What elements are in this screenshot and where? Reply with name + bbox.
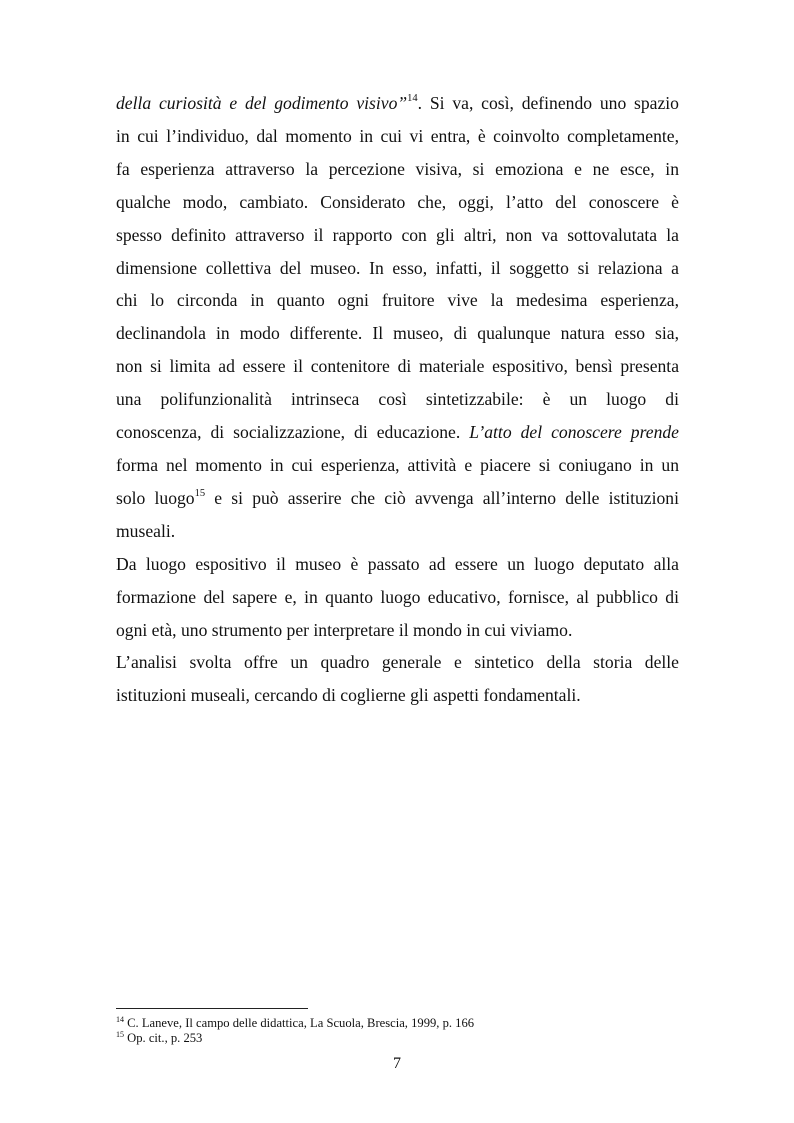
text-line: dimensione collettiva del museo. In esso, infatti, il soggetto si relaziona a xyxy=(116,257,679,278)
text-line: non si limita ad essere il contenitore di materiale espositivo, bensì presenta xyxy=(116,356,679,377)
text-span: conoscenza, di socializzazione, di educazione. xyxy=(116,422,470,443)
text-line: ogni età, uno strumento per interpretare il mondo in cui viviamo. xyxy=(116,619,573,640)
text-line xyxy=(116,482,679,515)
text-line: istituzioni museali, cercando di coglierne gli aspetti fondamentali. xyxy=(116,685,581,706)
text-line: declinandola in modo differente. Il museo, di qualunque natura esso sia, xyxy=(116,323,679,344)
paragraph-3 xyxy=(116,646,679,712)
text-line xyxy=(116,87,679,120)
text-line: spesso definito attraverso il rapporto con gli altri, non va sottovalutata la xyxy=(116,224,679,245)
closing-quote: ” xyxy=(397,93,408,113)
paragraph-2 xyxy=(116,548,679,647)
text-line: qualche modo, cambiato. Considerato che, oggi, l’atto del conoscere è xyxy=(116,191,679,212)
text-line: forma nel momento in cui esperienza, attività e piacere si coniugano in un xyxy=(116,454,679,475)
footnote-14 xyxy=(116,1016,679,1031)
text-line: una polifunzionalità intrinseca così sintetizzabile: è un luogo di xyxy=(116,389,679,410)
footnotes xyxy=(116,1016,679,1046)
text-span: solo luogo xyxy=(116,487,195,508)
body-text xyxy=(116,87,679,712)
footnote-text: Op. cit., p. 253 xyxy=(124,1031,203,1045)
text-line: chi lo circonda in quanto ogni fruitore vive la medesima esperienza, xyxy=(116,290,679,311)
footnote-text: C. Laneve, Il campo delle didattica, La Scuola, Brescia, 1999, p. 166 xyxy=(124,1016,475,1030)
text-line: L’analisi svolta offre un quadro generale e sintetico della storia delle xyxy=(116,652,679,673)
text-line: formazione del sapere e, in quanto luogo educativo, fornisce, al pubblico di xyxy=(116,586,679,607)
text-line: museali. xyxy=(116,520,176,541)
text-line: in cui l’individuo, dal momento in cui vi entra, è coinvolto completamente, xyxy=(116,125,679,146)
italic-phrase: L’atto del conoscere prende xyxy=(469,422,679,443)
footnote-ref-15[interactable]: 15 xyxy=(194,488,206,500)
text-line: fa esperienza attraverso la percezione visiva, si emoziona e ne esce, in xyxy=(116,158,679,179)
footnote-number: 14 xyxy=(116,1014,124,1024)
footnote-15 xyxy=(116,1031,679,1046)
text-line: Da luogo espositivo il museo è passato ad essere un luogo deputato alla xyxy=(116,553,679,574)
footnote-ref-14[interactable]: 14 xyxy=(407,93,418,105)
paragraph-1 xyxy=(116,87,679,548)
footnote-divider xyxy=(116,1008,308,1009)
text-span: e si può asserire che ciò avvenga all’interno delle istituzioni xyxy=(205,487,679,508)
page-number: 7 xyxy=(393,1055,401,1072)
text-line xyxy=(116,416,679,449)
text-span: . Si va, così, definendo uno spazio xyxy=(417,93,679,113)
italic-quote: della curiosità e del godimento visivo xyxy=(116,93,398,113)
footnote-number: 15 xyxy=(116,1029,124,1039)
